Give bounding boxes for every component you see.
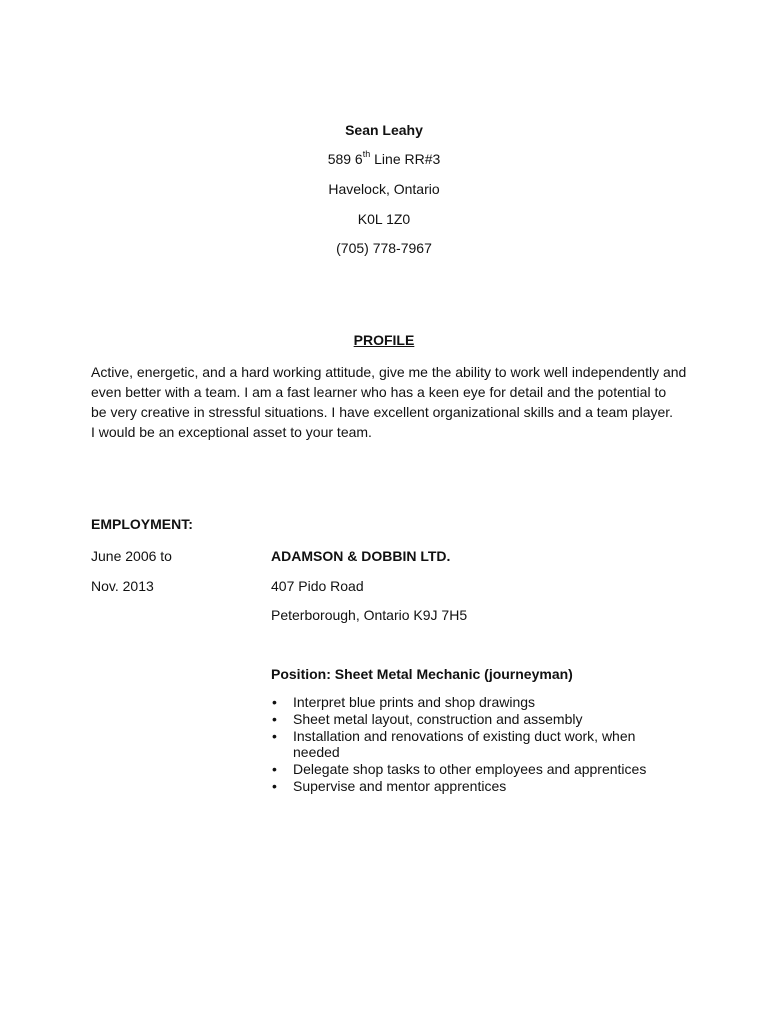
duty-text: Installation and renovations of existing duct work, when needed: [293, 728, 636, 760]
address-ordinal: th: [362, 149, 371, 160]
profile-line: even better with a team. I am a fast learner who has a keen eye for detail and the potential to: [91, 384, 667, 400]
list-item: [270, 694, 660, 710]
list-item: [270, 778, 660, 794]
postal-code: K0L 1Z0: [357, 211, 411, 227]
employment-date-end: Nov. 2013: [91, 578, 154, 594]
bullet-icon: •: [272, 778, 277, 794]
list-item: [270, 761, 660, 777]
profile-heading: PROFILE: [353, 332, 415, 348]
company-street: 407 Pido Road: [271, 578, 364, 594]
duties-list: [270, 694, 660, 795]
address-number: 589 6: [327, 151, 363, 167]
address-rest: Line RR#3: [370, 151, 441, 167]
employment-date-start: June 2006 to: [91, 548, 172, 564]
duty-text: Interpret blue prints and shop drawings: [293, 694, 536, 710]
bullet-icon: •: [272, 711, 277, 727]
applicant-name: Sean Leahy: [345, 122, 423, 138]
address-line: [0, 150, 768, 168]
duty-text: Delegate shop tasks to other employees and apprentices: [293, 761, 647, 777]
position-title: Position: Sheet Metal Mechanic (journeyman): [271, 666, 573, 682]
phone-number: (705) 778-7967: [336, 240, 432, 256]
company-name: ADAMSON & DOBBIN LTD.: [271, 548, 451, 564]
list-item: [270, 711, 660, 727]
bullet-icon: •: [272, 728, 277, 744]
city-line: Havelock, Ontario: [328, 181, 440, 197]
profile-paragraph: [91, 362, 691, 442]
profile-line: I would be an exceptional asset to your team.: [91, 424, 372, 440]
duty-text: Supervise and mentor apprentices: [293, 778, 507, 794]
bullet-icon: •: [272, 761, 277, 777]
company-city: Peterborough, Ontario K9J 7H5: [271, 607, 468, 623]
employment-heading: EMPLOYMENT:: [91, 516, 193, 532]
bullet-icon: •: [272, 694, 277, 710]
profile-line: Active, energetic, and a hard working attitude, give me the ability to work well independently and: [91, 364, 687, 380]
profile-line: be very creative in stressful situations. I have excellent organizational skills and a team player.: [91, 404, 674, 420]
duty-text: Sheet metal layout, construction and assembly: [293, 711, 583, 727]
list-item: [270, 728, 649, 760]
